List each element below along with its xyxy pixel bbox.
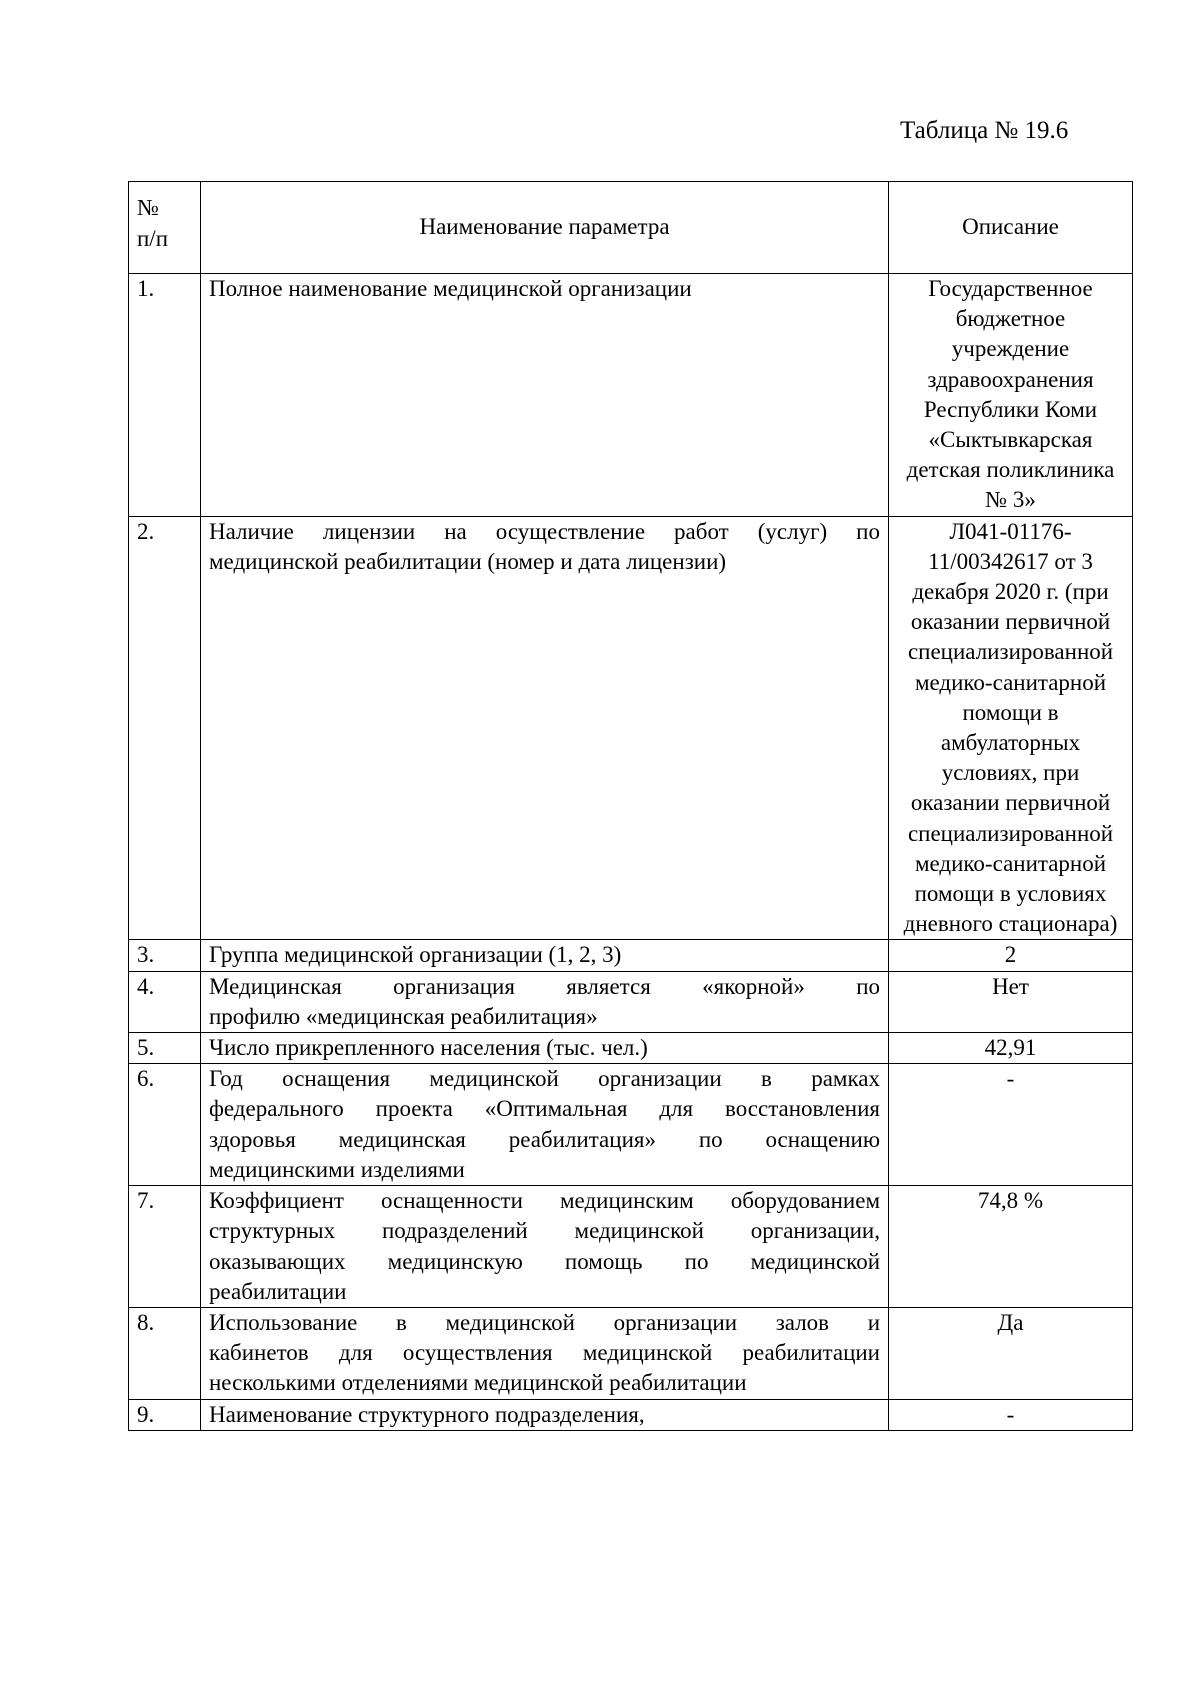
- header-desc: Описание: [889, 182, 1133, 274]
- table-row: [129, 1399, 1133, 1430]
- parameter-name-line: медицинской реабилитации (номер и дата лицензии): [209, 548, 727, 574]
- row-number: 6.: [129, 1064, 201, 1186]
- row-number: 7.: [129, 1186, 201, 1308]
- row-description: 74,8 %: [889, 1186, 1133, 1308]
- row-number: 5.: [129, 1033, 201, 1064]
- row-description: Нет: [889, 971, 1133, 1032]
- parameter-name-line: Наличие лицензии на осуществление работ (услуг) по: [209, 518, 880, 544]
- table-row: [129, 516, 1133, 940]
- parameter-name-line: Число прикрепленного населения (тыс. чел.): [209, 1035, 648, 1061]
- row-number: 8.: [129, 1307, 201, 1399]
- row-parameter-name: [201, 1307, 889, 1399]
- parameter-name-line: медицинскими изделиями: [209, 1156, 465, 1182]
- table-row: [129, 274, 1133, 517]
- table-row: [129, 940, 1133, 971]
- row-description: 2: [889, 940, 1133, 971]
- parameter-name-line: кабинетов для осуществления медицинской реабилитации: [209, 1340, 880, 1366]
- row-parameter-name: [201, 516, 889, 940]
- parameter-name-line: Полное наименование медицинской организации: [209, 276, 692, 301]
- row-parameter-name: [201, 274, 889, 517]
- row-description: -: [889, 1399, 1133, 1430]
- parameter-name-line: Наименование структурного подразделения,: [209, 1401, 645, 1427]
- parameter-name-line: Год оснащения медицинской организации в рамках: [209, 1066, 880, 1092]
- header-num-line1: №: [137, 195, 159, 220]
- parameter-name-line: Коэффициент оснащенности медицинским оборудованием: [209, 1188, 880, 1214]
- parameter-name-line: профилю «медицинская реабилитация»: [209, 1003, 598, 1029]
- parameter-name-line: несколькими отделениями медицинской реабилитации: [209, 1370, 747, 1396]
- row-parameter-name: [201, 1186, 889, 1308]
- table-row: [129, 971, 1133, 1032]
- parameter-name-line: Группа медицинской организации (1, 2, 3): [209, 942, 622, 968]
- row-description: Л041-01176-11/00342617 от 3 декабря 2020 г. (при оказании первичной специализированной медико-санитарной помощи в амбулаторных условиях, при оказании первичной специализированной медико-санитарной помощи в условиях дневного стационара): [889, 516, 1133, 940]
- header-name: Наименование параметра: [201, 182, 889, 274]
- row-description: Государственное бюджетное учреждение здравоохранения Республики Коми «Сыктывкарская детская поликлиника № 3»: [889, 274, 1133, 517]
- row-number: 4.: [129, 971, 201, 1032]
- row-parameter-name: [201, 940, 889, 971]
- row-description: -: [889, 1064, 1133, 1186]
- table-row: [129, 1186, 1133, 1308]
- row-parameter-name: [201, 1399, 889, 1430]
- row-description: 42,91: [889, 1033, 1133, 1064]
- row-parameter-name: [201, 971, 889, 1032]
- table-row: [129, 1307, 1133, 1399]
- parameters-table: [128, 181, 1133, 1431]
- parameter-name-line: реабилитации: [209, 1278, 347, 1304]
- row-number: 2.: [129, 516, 201, 940]
- header-num: [129, 182, 201, 274]
- parameter-name-line: Медицинская организация является «якорной» по: [209, 973, 880, 999]
- row-parameter-name: [201, 1033, 889, 1064]
- parameter-name-line: структурных подразделений медицинской организации,: [209, 1218, 880, 1244]
- row-number: 1.: [129, 274, 201, 517]
- parameter-name-line: здоровья медицинская реабилитация» по оснащению: [209, 1126, 880, 1152]
- header-num-line2: п/п: [137, 226, 169, 251]
- table-caption: Таблица № 19.6: [900, 117, 1069, 144]
- row-number: 3.: [129, 940, 201, 971]
- parameter-name-line: федерального проекта «Оптимальная для восстановления: [209, 1096, 880, 1122]
- parameter-name-line: оказывающих медицинскую помощь по медицинской: [209, 1248, 880, 1274]
- table-row: [129, 1064, 1133, 1186]
- row-parameter-name: [201, 1064, 889, 1186]
- row-number: 9.: [129, 1399, 201, 1430]
- table-header-row: [129, 182, 1133, 274]
- parameter-name-line: Использование в медицинской организации залов и: [209, 1309, 880, 1335]
- table-row: [129, 1033, 1133, 1064]
- row-description: Да: [889, 1307, 1133, 1399]
